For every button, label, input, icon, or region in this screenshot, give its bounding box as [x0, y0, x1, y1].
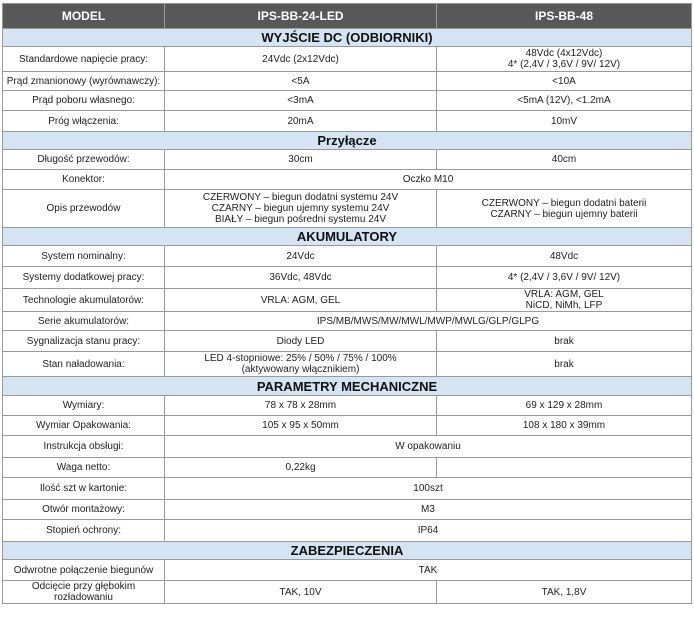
spec-row: [3, 581, 692, 604]
value-line: 24Vdc: [286, 250, 315, 262]
value-line: M3: [421, 504, 435, 515]
value-line: W opakowaniu: [395, 441, 461, 452]
spec-label: Stan naładowania:: [3, 352, 165, 377]
spec-value-ips-bb-48: [437, 246, 692, 267]
spec-value-ips-bb-24-led: [165, 267, 437, 289]
spec-value-ips-bb-24-led: [165, 190, 437, 228]
spec-row: [3, 289, 692, 312]
section-row: [3, 228, 692, 246]
value-line: 69 x 129 x 28mm: [525, 400, 603, 411]
spec-value-ips-bb-24-led: [165, 91, 437, 111]
value-line: LED 4-stopniowe: 25% / 50% / 75% / 100%: [204, 353, 397, 364]
spec-label: Waga netto:: [3, 458, 165, 478]
value-line: VRLA: AGM, GEL: [524, 289, 604, 300]
header-col1: IPS-BB-24-LED: [165, 4, 437, 29]
spec-label: Prąd zmanionowy (wyrównawczy):: [3, 72, 165, 91]
spec-label: Stopień ochrony:: [3, 520, 165, 542]
value-line: 108 x 180 x 39mm: [522, 420, 606, 431]
value-line: 10mV: [550, 115, 578, 127]
section-title: ZABEZPIECZENIA: [3, 542, 692, 560]
spec-value-ips-bb-48: [437, 150, 692, 170]
value-line: NiCD, NiMh, LFP: [525, 300, 603, 311]
spec-value-ips-bb-48: [437, 396, 692, 416]
spec-label: Długość przewodów:: [3, 150, 165, 170]
value-line: brak: [554, 335, 574, 347]
spec-value-ips-bb-48: [437, 72, 692, 91]
value-line: CZARNY – biegun ujemny baterii: [490, 208, 638, 220]
value-line: Oczko M10: [402, 174, 454, 185]
spec-label: Standardowe napięcie pracy:: [3, 47, 165, 72]
spec-label: Serie akumulatorów:: [3, 312, 165, 331]
header-row: [3, 4, 692, 29]
spec-row: [3, 111, 692, 132]
spec-value-shared: [165, 170, 692, 190]
section-row: [3, 377, 692, 396]
spec-value-ips-bb-48: [437, 581, 692, 604]
value-line: <10A: [552, 75, 576, 87]
value-line: 30cm: [288, 154, 313, 165]
spec-row: [3, 246, 692, 267]
value-line: 40cm: [551, 154, 577, 165]
spec-value-shared: [165, 436, 692, 458]
value-line: (aktywowany włącznikiem): [241, 364, 360, 375]
spec-value-shared: [165, 478, 692, 500]
spec-label: Opis przewodów: [3, 190, 165, 228]
spec-row: [3, 267, 692, 289]
spec-value-ips-bb-48: [437, 190, 692, 228]
spec-row: [3, 91, 692, 111]
value-line: 4* (2,4V / 3,6V / 9V/ 12V): [507, 272, 621, 283]
spec-label: Wymiar Opakowania:: [3, 416, 165, 436]
spec-value-ips-bb-48: [437, 47, 692, 72]
spec-value-ips-bb-48: [437, 267, 692, 289]
value-line: Diody LED: [276, 335, 325, 347]
spec-row: [3, 560, 692, 581]
value-line: 0,22kg: [285, 462, 316, 473]
spec-row: [3, 520, 692, 542]
value-line: 24Vdc (2x12Vdc): [262, 53, 339, 65]
spec-row: [3, 150, 692, 170]
spec-label: Prąd poboru własnego:: [3, 91, 165, 111]
spec-value-shared: [165, 520, 692, 542]
spec-row: [3, 478, 692, 500]
section-title: WYJŚCIE DC (ODBIORNIKI): [3, 29, 692, 47]
spec-label: Odcięcie przy głębokim rozładowaniu: [3, 581, 165, 604]
value-line: 78 x 78 x 28mm: [264, 400, 337, 411]
spec-value-ips-bb-24-led: [165, 581, 437, 604]
value-line: 48Vdc (4x12Vdc): [525, 48, 603, 59]
section-title: PARAMETRY MECHANICZNE: [3, 377, 692, 396]
spec-row: [3, 396, 692, 416]
value-line: 20mA: [287, 115, 314, 127]
value-line: TAK, 10V: [279, 586, 322, 598]
spec-row: [3, 72, 692, 91]
spec-label: Systemy dodatkowej pracy:: [3, 267, 165, 289]
header-model: MODEL: [3, 4, 165, 29]
value-line: CZERWONY – biegun dodatni systemu 24V: [202, 192, 399, 203]
spec-row: [3, 170, 692, 190]
spec-value-shared: [165, 560, 692, 581]
spec-row: [3, 416, 692, 436]
value-line: 48Vdc: [549, 250, 579, 262]
spec-label: System nominalny:: [3, 246, 165, 267]
spec-value-ips-bb-24-led: [165, 416, 437, 436]
spec-label: Konektor:: [3, 170, 165, 190]
spec-row: [3, 331, 692, 352]
spec-value-shared: [165, 312, 692, 331]
spec-value-ips-bb-24-led: [165, 331, 437, 352]
spec-row: [3, 190, 692, 228]
spec-label: Instrukcja obsługi:: [3, 436, 165, 458]
value-line: <5A: [291, 75, 310, 87]
spec-value-ips-bb-48: [437, 458, 692, 478]
spec-row: [3, 47, 692, 72]
spec-row: [3, 436, 692, 458]
spec-value-ips-bb-24-led: [165, 458, 437, 478]
spec-label: Otwór montażowy:: [3, 500, 165, 520]
spec-value-ips-bb-24-led: [165, 47, 437, 72]
spec-value-ips-bb-24-led: [165, 150, 437, 170]
section-title: Przyłącze: [3, 132, 692, 150]
section-row: [3, 132, 692, 150]
spec-label: Ilość szt w kartonie:: [3, 478, 165, 500]
spec-row: [3, 500, 692, 520]
value-line: VRLA: AGM, GEL: [260, 294, 341, 306]
value-line: TAK, 1,8V: [541, 586, 587, 598]
section-row: [3, 542, 692, 560]
spec-row: [3, 352, 692, 377]
spec-value-ips-bb-24-led: [165, 352, 437, 377]
spec-value-ips-bb-24-led: [165, 396, 437, 416]
value-line: IPS/MB/MWS/MW/MWL/MWP/MWLG/GLP/GLPG: [316, 315, 540, 327]
spec-value-ips-bb-48: [437, 331, 692, 352]
spec-value-ips-bb-24-led: [165, 289, 437, 312]
spec-value-ips-bb-48: [437, 91, 692, 111]
value-line: <5mA (12V), <1.2mA: [517, 95, 611, 106]
spec-value-shared: [165, 500, 692, 520]
spec-label: Technologie akumulatorów:: [3, 289, 165, 312]
section-title: AKUMULATORY: [3, 228, 692, 246]
value-line: TAK: [418, 564, 438, 576]
value-line: CZERWONY – biegun dodatni baterii: [481, 197, 647, 209]
spec-body: [3, 29, 692, 604]
value-line: 100szt: [413, 483, 443, 494]
spec-value-ips-bb-24-led: [165, 72, 437, 91]
spec-value-ips-bb-48: [437, 416, 692, 436]
value-line: CZARNY – biegun ujemny systemu 24V: [211, 203, 390, 214]
spec-value-ips-bb-48: [437, 289, 692, 312]
value-line: 4* (2,4V / 3,6V / 9V/ 12V): [507, 59, 621, 70]
spec-row: [3, 312, 692, 331]
spec-label: Próg włączenia:: [3, 111, 165, 132]
spec-label: Wymiary:: [3, 396, 165, 416]
header-col2: IPS-BB-48: [437, 4, 692, 29]
value-line: 105 x 95 x 50mm: [262, 420, 339, 431]
spec-table: [2, 3, 692, 604]
value-line: brak: [554, 358, 574, 370]
spec-row: [3, 458, 692, 478]
value-line: BIAŁY – biegun pośredni systemu 24V: [214, 214, 387, 225]
value-line: <3mA: [287, 95, 314, 106]
section-row: [3, 29, 692, 47]
spec-label: Sygnalizacja stanu pracy:: [3, 331, 165, 352]
value-line: IP64: [417, 525, 439, 536]
spec-value-ips-bb-48: [437, 352, 692, 377]
spec-value-ips-bb-24-led: [165, 246, 437, 267]
value-line: 36Vdc, 48Vdc: [269, 272, 332, 283]
spec-value-ips-bb-24-led: [165, 111, 437, 132]
spec-label: Odwrotne połączenie biegunów: [3, 560, 165, 581]
spec-value-ips-bb-48: [437, 111, 692, 132]
